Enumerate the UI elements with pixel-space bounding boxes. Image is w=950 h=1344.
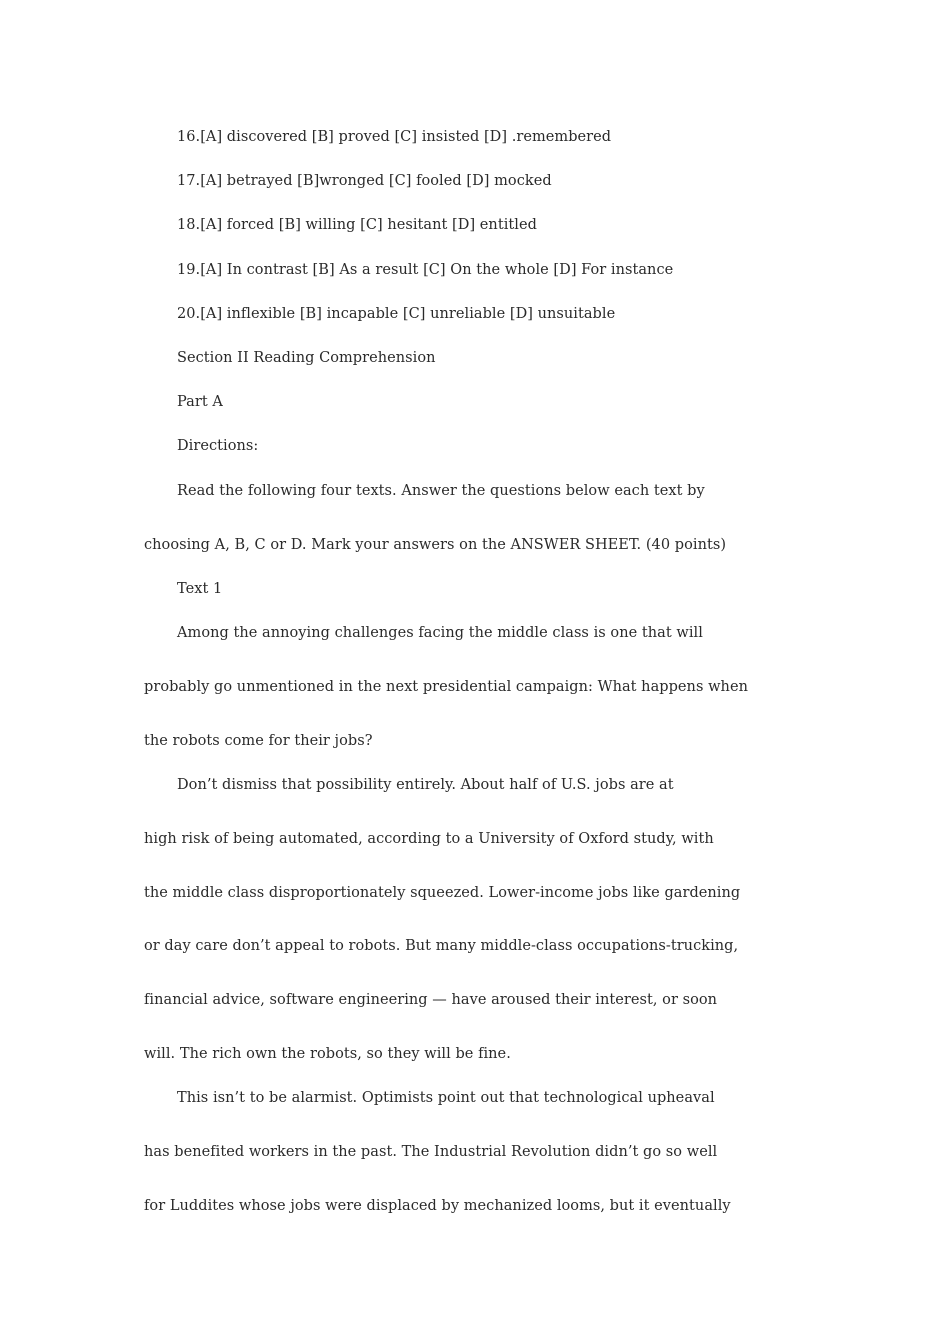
directions-text-line: Read the following four texts. Answer the questions below each text by [177, 483, 705, 499]
text-label: Text 1 [177, 581, 223, 597]
directions-text-line: choosing A, B, C or D. Mark your answers on the ANSWER SHEET. (40 points) [144, 537, 727, 553]
paragraph-line: has benefited workers in the past. The Industrial Revolution didn’t go so well [144, 1144, 718, 1160]
option-line-16: 16.[A] discovered [B] proved [C] insisted [D] .remembered [177, 129, 612, 145]
paragraph-line: financial advice, software engineering — have aroused their interest, or soon [144, 992, 718, 1008]
paragraph-line: the middle class disproportionately squeezed. Lower-income jobs like gardening [144, 885, 741, 901]
paragraph-line: will. The rich own the robots, so they will be fine. [144, 1046, 511, 1062]
option-line-17: 17.[A] betrayed [B]wronged [C] fooled [D] mocked [177, 173, 552, 189]
paragraph-line: This isn’t to be alarmist. Optimists point out that technological upheaval [177, 1090, 715, 1106]
paragraph-line: the robots come for their jobs? [144, 733, 373, 749]
paragraph-line: Don’t dismiss that possibility entirely. About half of U.S. jobs are at [177, 777, 674, 793]
directions-label: Directions: [177, 438, 259, 454]
paragraph-line: Among the annoying challenges facing the middle class is one that will [177, 625, 703, 641]
paragraph-line: probably go unmentioned in the next presidential campaign: What happens when [144, 679, 748, 695]
option-line-18: 18.[A] forced [B] willing [C] hesitant [D] entitled [177, 217, 537, 233]
option-line-20: 20.[A] inflexible [B] incapable [C] unreliable [D] unsuitable [177, 306, 616, 322]
section-title: Section II Reading Comprehension [177, 350, 436, 366]
paragraph-line: high risk of being automated, according to a University of Oxford study, with [144, 831, 714, 847]
part-title: Part A [177, 394, 223, 410]
option-line-19: 19.[A] In contrast [B] As a result [C] On the whole [D] For instance [177, 262, 674, 278]
paragraph-line: or day care don’t appeal to robots. But many middle-class occupations-trucking, [144, 938, 739, 954]
paragraph-line: for Luddites whose jobs were displaced by mechanized looms, but it eventually [144, 1198, 731, 1214]
